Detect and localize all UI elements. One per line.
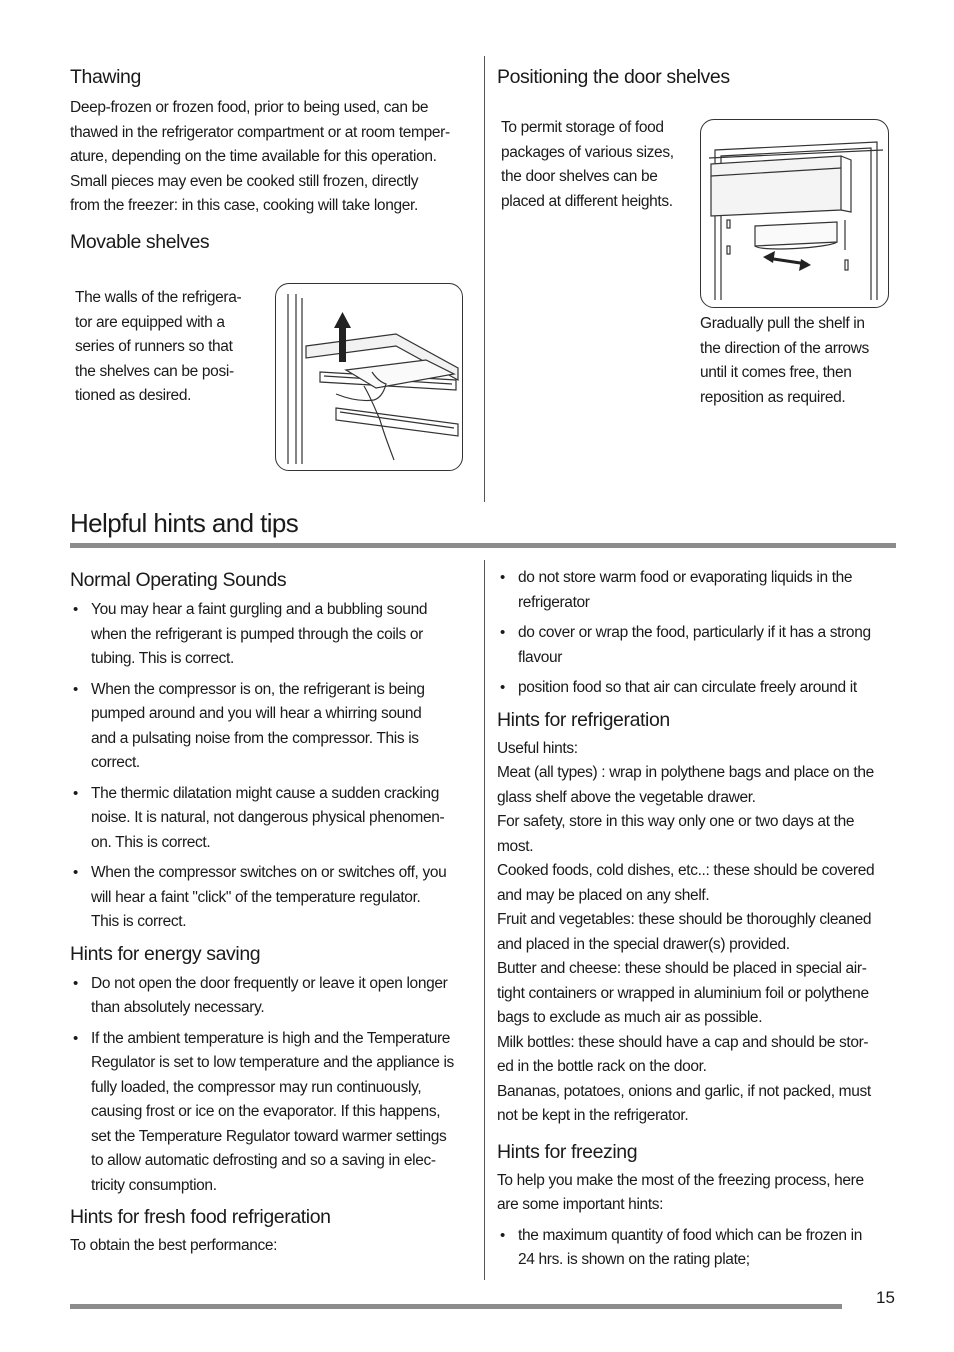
text-line: noise. It is natural, not dangerous physical phenomen- xyxy=(91,809,445,826)
text-line: To permit storage of food xyxy=(501,119,664,136)
storage-tips-list xyxy=(497,566,902,701)
movable-shelves-heading: Movable shelves xyxy=(70,231,210,253)
text-line: Meat (all types) : wrap in polythene bags and place on the xyxy=(497,764,874,781)
text-line: correct. xyxy=(91,754,140,771)
freezing-list xyxy=(497,1224,902,1273)
text-line: the direction of the arrows xyxy=(700,339,869,357)
text-line: Cooked foods, cold dishes, etc..: these should be covered xyxy=(497,862,875,879)
text-line: Deep-frozen or frozen food, prior to being used, can be xyxy=(70,99,429,116)
text-line: To help you make the most of the freezing process, here xyxy=(497,1171,864,1189)
door-shelves-heading: Positioning the door shelves xyxy=(497,66,730,88)
door-shelves-caption xyxy=(700,312,900,410)
list-item xyxy=(70,1027,474,1199)
text-line: set the Temperature Regulator toward warmer settings xyxy=(91,1127,447,1145)
list-item xyxy=(497,1224,902,1273)
operating-sounds-heading: Normal Operating Sounds xyxy=(70,569,287,591)
text-line: until it comes free, then xyxy=(700,364,852,381)
door-shelf-drawing xyxy=(701,120,888,307)
freezing-heading: Hints for freezing xyxy=(497,1140,638,1163)
text-line: Butter and cheese: these should be placed in special air- xyxy=(497,960,867,977)
list-item xyxy=(497,621,902,670)
footer-rule xyxy=(70,1304,842,1309)
text-line: than absolutely necessary. xyxy=(91,999,265,1016)
text-line: • The thermic dilatation might cause a sudden cracking xyxy=(91,784,439,802)
operating-sounds-list xyxy=(70,598,474,935)
text-line: to allow automatic defrosting and so a saving in elec- xyxy=(91,1152,436,1169)
text-line: Gradually pull the shelf in xyxy=(700,315,865,332)
text-line: tioned as desired. xyxy=(75,387,192,404)
list-item xyxy=(70,861,474,935)
text-line: For safety, store in this way only one or two days at the xyxy=(497,813,855,830)
bottom-column-divider xyxy=(484,560,485,1280)
fresh-food-heading: Hints for fresh food refrigeration xyxy=(70,1206,331,1228)
refrigeration-heading: Hints for refrigeration xyxy=(497,708,670,731)
right-hints-column xyxy=(497,566,902,1279)
thawing-section xyxy=(70,64,475,219)
text-line: ed in the bottle rack on the door. xyxy=(497,1058,707,1075)
list-item xyxy=(497,566,902,615)
text-line: series of runners so that xyxy=(75,338,233,355)
text-line: and may be placed on any shelf. xyxy=(497,886,710,904)
text-line: Fruit and vegetables: these should be thoroughly cleaned xyxy=(497,911,872,928)
refrigeration-text xyxy=(497,737,902,1129)
text-line: This is correct. xyxy=(91,913,187,930)
text-line: when the refrigerant is pumped through the coils or xyxy=(91,625,423,643)
text-line: • You may hear a faint gurgling and a bubbling sound xyxy=(91,601,428,618)
text-line: pumped around and you will hear a whirring sound xyxy=(91,705,422,722)
energy-saving-list xyxy=(70,972,474,1199)
text-line: • Do not open the door frequently or leave it open longer xyxy=(91,974,448,992)
door-shelves-section xyxy=(497,64,897,90)
section-title-rule xyxy=(70,543,896,548)
text-line: glass shelf above the vegetable drawer. xyxy=(497,788,756,806)
text-line: most. xyxy=(497,837,534,855)
text-line: and placed in the special drawer(s) provided. xyxy=(497,935,790,953)
freezing-text xyxy=(497,1169,902,1218)
movable-shelf-illustration xyxy=(275,283,463,471)
list-item xyxy=(70,972,474,1021)
text-line: 24 hrs. is shown on the rating plate; xyxy=(518,1251,750,1268)
text-line: Milk bottles: these should have a cap and should be stor- xyxy=(497,1033,869,1051)
text-line: • If the ambient temperature is high and the Temperature xyxy=(91,1029,451,1047)
text-line: reposition as required. xyxy=(700,388,846,406)
movable-shelves-text xyxy=(75,286,260,409)
text-line: Regulator is set to low temperature and the appliance is xyxy=(91,1054,454,1071)
list-item xyxy=(497,676,902,701)
text-line: bags to exclude as much air as possible. xyxy=(497,1009,763,1026)
left-hints-column xyxy=(70,567,474,1259)
section-title: Helpful hints and tips xyxy=(70,508,299,538)
text-line: the door shelves can be xyxy=(501,168,658,185)
text-line: causing frost or ice on the evaporator. If this happens, xyxy=(91,1103,441,1120)
text-line: • When the compressor is on, the refrigerant is being xyxy=(91,680,425,698)
text-line: will hear a faint "click" of the temperature regulator. xyxy=(91,888,421,906)
text-line: tubing. This is correct. xyxy=(91,650,234,667)
text-line: and a pulsating noise from the compressor. This is xyxy=(91,729,419,747)
text-line: placed at different heights. xyxy=(501,192,673,210)
list-item xyxy=(70,598,474,672)
door-shelves-intro xyxy=(501,116,691,214)
energy-saving-heading: Hints for energy saving xyxy=(70,942,261,965)
text-line: ature, depending on the time available for this operation. xyxy=(70,148,437,165)
text-line: • position food so that air can circulate freely around it xyxy=(518,679,857,696)
text-line: Small pieces may even be cooked still frozen, directly xyxy=(70,172,419,190)
text-line: • do not store warm food or evaporating liquids in the xyxy=(518,569,853,586)
text-line: • When the compressor switches on or switches off, you xyxy=(91,864,447,881)
top-column-divider xyxy=(484,56,485,502)
text-line: fully loaded, the compressor may run continuously, xyxy=(91,1078,422,1096)
text-line: tricity consumption. xyxy=(91,1176,217,1194)
text-line: the shelves can be posi- xyxy=(75,362,234,380)
text-line: not be kept in the refrigerator. xyxy=(497,1107,689,1124)
text-line: tor are equipped with a xyxy=(75,313,225,331)
fresh-food-text: To obtain the best performance: xyxy=(70,1237,278,1254)
text-line: Useful hints: xyxy=(497,739,578,757)
text-line: thawed in the refrigerator compartment or at room temper- xyxy=(70,123,450,141)
text-line: • do cover or wrap the food, particularly if it has a strong xyxy=(518,624,871,641)
page-number: 15 xyxy=(876,1288,895,1307)
movable-shelves-section xyxy=(70,229,260,409)
thawing-text xyxy=(70,96,475,219)
text-line: packages of various sizes, xyxy=(501,143,674,161)
list-item xyxy=(70,678,474,776)
thawing-heading: Thawing xyxy=(70,66,141,88)
door-shelf-illustration xyxy=(700,119,889,308)
text-line: The walls of the refrigera- xyxy=(75,289,242,306)
text-line: flavour xyxy=(518,648,563,666)
text-line: from the freezer: in this case, cooking will take longer. xyxy=(70,197,418,214)
text-line: on. This is correct. xyxy=(91,833,211,851)
double-arrow-icon xyxy=(763,251,811,271)
text-line: • the maximum quantity of food which can be frozen in xyxy=(518,1226,863,1244)
shelf-runner-drawing xyxy=(276,284,462,470)
text-line: Bananas, potatoes, onions and garlic, if not packed, must xyxy=(497,1082,871,1100)
text-line: are some important hints: xyxy=(497,1196,664,1213)
list-item xyxy=(70,782,474,856)
text-line: refrigerator xyxy=(518,593,590,611)
text-line: tight containers or wrapped in aluminium foil or polythene xyxy=(497,984,869,1002)
